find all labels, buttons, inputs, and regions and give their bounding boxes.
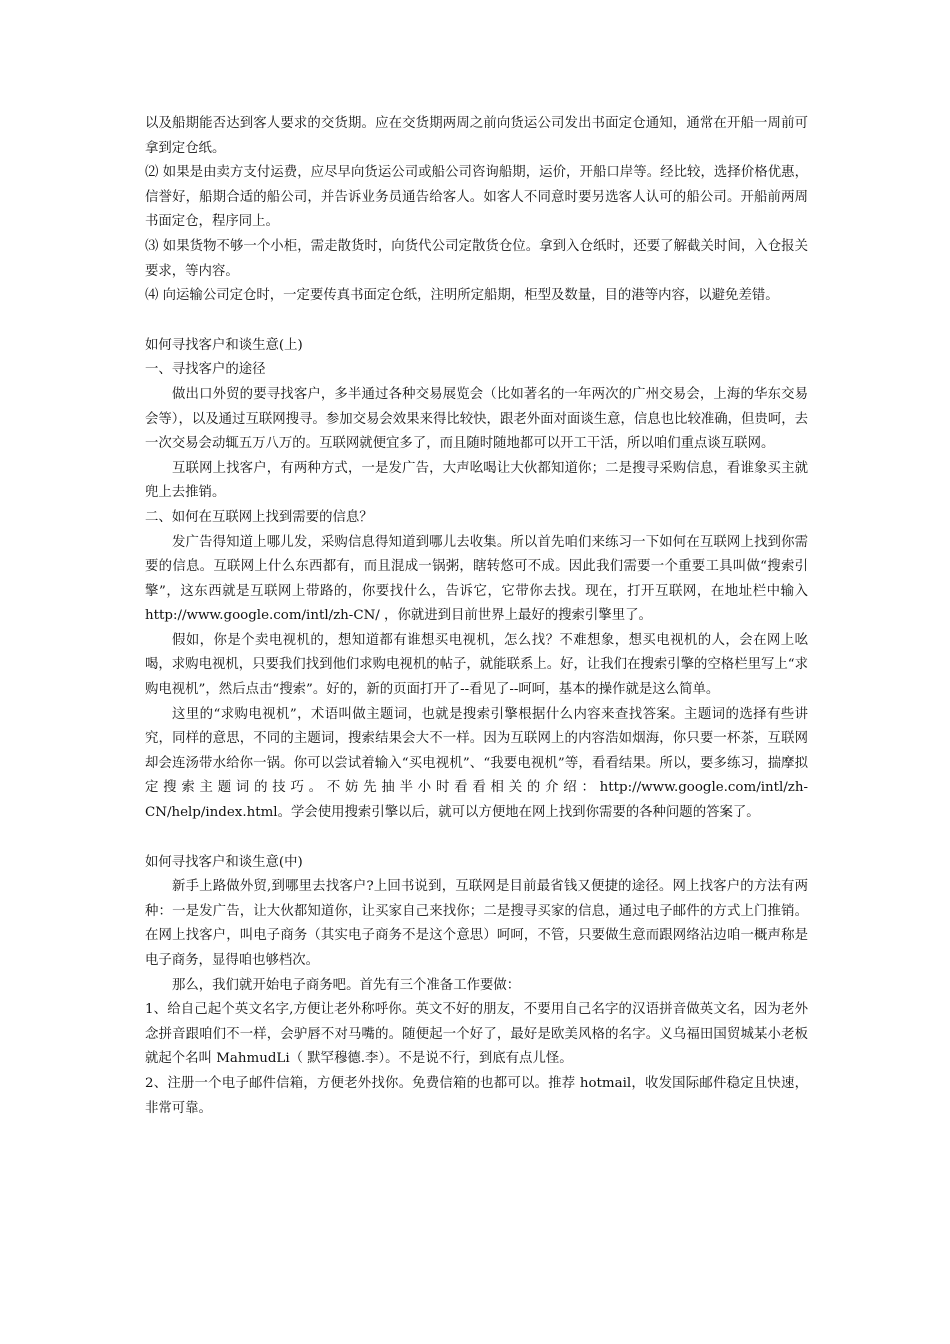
list-item-english-name: 1、给自己起个英文名字,方便让老外称呼你。英文不好的朋友，不要用自己名字的汉语拼音做英文名，因为老外念拼音跟咱们不一样，会驴唇不对马嘴的。随便起一个好了，最好是欧美风格的名字。义乌福田国贸城某小老板就起个名叫 MahmudLi（ 默罕穆德.李）。不是说不行，到底有点儿怪。: [145, 1002, 808, 1067]
document-page: [145, 112, 808, 1121]
section-title-part2: 如何寻找客户和谈生意(中): [145, 854, 303, 870]
section-title-part1: 如何寻找客户和谈生意(上): [145, 337, 303, 353]
list-item-email-box: 2、注册一个电子邮件信箱，方便老外找你。免费信箱的也都可以。推荐 hotmail，收发国际邮件稳定且快速，非常可靠。: [145, 1075, 808, 1116]
subheading-customer-channels: 一、寻找客户的途径: [145, 362, 266, 378]
subheading-find-info: 二、如何在互联网上找到需要的信息？: [145, 509, 373, 525]
paragraph-shipping-4: ⑷ 向运输公司定仓时，一定要传真书面定仓纸，注明所定船期，柜型及数量，目的港等内容，以避免差错。: [145, 288, 779, 304]
paragraph-shipping-3: ⑶ 如果货物不够一个小柜，需走散货时，向货代公司定散货仓位。拿到入仓纸时，还要了解截关时间，入仓报关要求，等内容。: [145, 238, 808, 279]
paragraph-part1-4: 假如，你是个卖电视机的，想知道都有谁想买电视机，怎么找？不难想象，想买电视机的人，会在网上吆喝，求购电视机，只要我们找到他们求购电视机的帖子，就能联系上。好，让我们在搜索引擎的空格栏里写上“求购电视机”，然后点击“搜索”。好的，新的页面打开了--看见了--呵呵，基本的操作就是这么简单。: [145, 632, 808, 698]
section-gap: [145, 309, 808, 334]
paragraph-part1-2: 互联网上找客户，有两种方式，一是发广告，大声吆喝让大伙都知道你；二是搜寻采购信息，看谁象买主就兜上去推销。: [145, 460, 808, 501]
paragraph-part1-5: 这里的“求购电视机”，术语叫做主题词，也就是搜索引擎根据什么内容来查找答案。主题词的选择有些讲究，同样的意思，不同的主题词，搜索结果会大不一样。因为互联网上的内容浩如烟海，你只要一杯茶，互联网却会连汤带水给你一锅。你可以尝试着输入“买电视机”、“我要电视机”等，看看结果。所以，要多练习，揣摩拟定搜索主题词的技巧。不妨先抽半小时看看相关的介绍：http://www.google.com/intl/zh-CN/help/index.html。学会使用搜索引擎以后，就可以方便地在网上找到你需要的各种问题的答案了。: [145, 706, 808, 821]
paragraph-part2-1: 新手上路做外贸,到哪里去找客户?上回书说到，互联网是目前最省钱又便捷的途径。网上找客户的方法有两种：一是发广告，让大伙都知道你，让买家自己来找你；二是搜寻买家的信息，通过电子邮件的方式上门推销。在网上找客户，叫电子商务（其实电子商务不是这个意思）呵呵，不管，只要做生意而跟网络沾边咱一概声称是电子商务，显得咱也够档次。: [145, 879, 808, 968]
section-gap: [145, 826, 808, 851]
paragraph-shipping-2: ⑵ 如果是由卖方支付运费，应尽早向货运公司或船公司咨询船期，运价，开船口岸等。经比较，选择价格优惠，信誉好，船期合适的船公司，并告诉业务员通告给客人。如客人不同意时要另选客人认可的船公司。开船前两周书面定仓，程序同上。: [145, 165, 808, 230]
paragraph-shipping-intro: 以及船期能否达到客人要求的交货期。应在交货期两周之前向货运公司发出书面定仓通知，通常在开船一周前可拿到定仓纸。: [145, 116, 808, 156]
paragraph-part2-2: 那么，我们就开始电子商务吧。首先有三个准备工作要做：: [172, 977, 521, 993]
paragraph-part1-1: 做出口外贸的要寻找客户，多半通过各种交易展览会（比如著名的一年两次的广州交易会，上海的华东交易会等），以及通过互联网搜寻。参加交易会效果来得比较快，跟老外面对面谈生意，信息也比较准确，但贵呵，去一次交易会动辄五万八万的。互联网就便宜多了，而且随时随地都可以开工干活，所以咱们重点谈互联网。: [145, 386, 808, 452]
paragraph-part1-3: 发广告得知道上哪儿发，采购信息得知道到哪儿去收集。所以首先咱们来练习一下如何在互联网上找到你需要的信息。互联网上什么东西都有，而且混成一锅粥，瞎转悠可不成。因此我们需要一个重要工具叫做“搜索引擎”，这东西就是互联网上带路的，你要找什么，告诉它，它带你去找。现在，打开互联网，在地址栏中输入 http://www.google.com/intl/zh-CN/ ，你就进到目前世界上最好的搜索引擎里了。: [145, 534, 808, 624]
